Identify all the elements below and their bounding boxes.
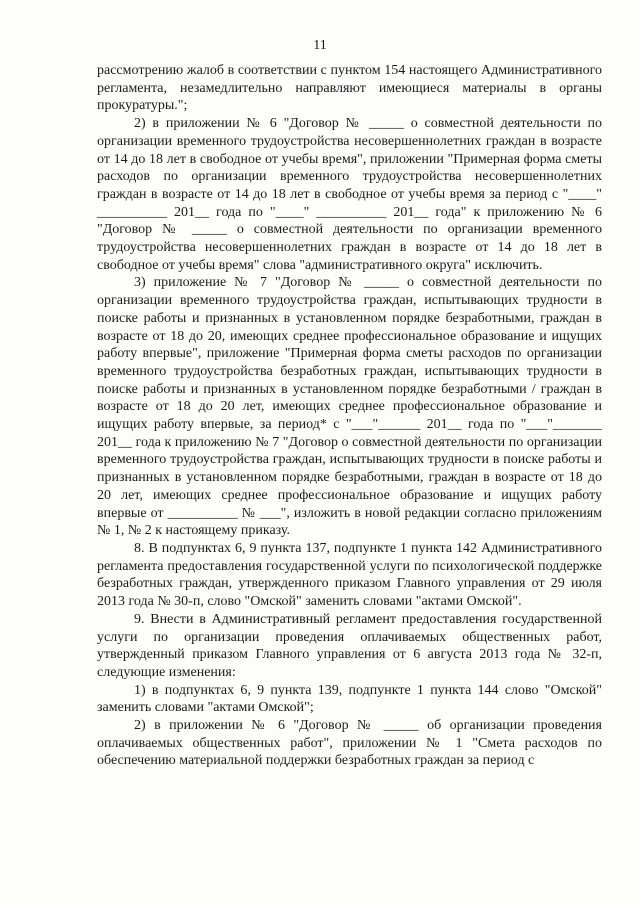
paragraph-section-9: 9. Внести в Административный регламент предоставления государственной услуги по организации проведения оплачиваемых общественных работ, утвержденный приказом Главного управления от 6 августа 2013 года № 32-п, следующие изменения:: [97, 611, 602, 680]
paragraph-item-2: 2) в приложении № 6 "Договор № _____ о совместной деятельности по организации временного трудоустройства несовершеннолетних граждан в возрасте от 14 до 18 лет в свободное от учебы время", приложении "Примерная форма сметы расходов по организации временного трудоустройства несовершеннолетних граждан в возрасте от 14 до 18 лет в свободное от учебы время за период с "____" __________ 201__ года по "____" __________ 201__ года" к приложению № 6 "Договор № _____ о совместной деятельности по организации временного трудоустройства несовершеннолетних граждан в возрасте от 14 до 18 лет в свободное от учебы время" слова "административного округа" исключить.: [97, 116, 602, 273]
paragraph-section-8: 8. В подпунктах 6, 9 пункта 137, подпункте 1 пункта 142 Административного регламента предоставления государственной услуги по психологической поддержке безработных граждан, утвержденного приказом Главного управления от 29 июля 2013 года № 30-п, слово "Омской" заменить словами "актами Омской".: [97, 540, 602, 610]
document-body: [97, 62, 602, 770]
paragraph-section-9-item-2: 2) в приложении № 6 "Договор № _____ об организации проведения оплачиваемых общественных работ", приложении № 1 "Смета расходов по обеспечению материальной поддержки безработных граждан за период с: [97, 718, 602, 769]
paragraph-continuation: рассмотрению жалоб в соответствии с пунктом 154 настоящего Административного регламента, незамедлительно направляют имеющиеся материалы в органы прокуратуры.";: [97, 63, 602, 114]
paragraph-item-3: 3) приложение № 7 "Договор № _____ о совместной деятельности по организации временного трудоустройства граждан, испытывающих трудности в поиске работы и признанных в установленном порядке безработными, граждан в возрасте от 18 до 20, имеющих среднее профессиональное образование и ищущих работу впервые", приложение "Примерная форма сметы расходов по организации временного трудоустройства безработных граждан, испытывающих трудности в поиске работы и признанных в установленном порядке безработными / граждан в возрасте от 18 до 20 лет, имеющих среднее профессиональное образование и ищущих работу впервые, за период* с "___"______ 201__ года по "___"_______ 201__ года к приложению № 7 "Договор о совместной деятельности по организации временного трудоустройства граждан, испытывающих трудности в поиске работы и признанных в установленном порядке безработными, граждан в возрасте от 18 до 20 лет, имеющих среднее профессиональное образование и ищущих работу впервые от __________ № ___", изложить в новой редакции согласно приложениям № 1, № 2 к настоящему приказу.: [97, 275, 602, 539]
page-number: 11: [313, 38, 327, 53]
paragraph-section-9-item-1: 1) в подпунктах 6, 9 пункта 139, подпункте 1 пункта 144 слово "Омской" заменить словами "актами Омской";: [97, 682, 602, 716]
